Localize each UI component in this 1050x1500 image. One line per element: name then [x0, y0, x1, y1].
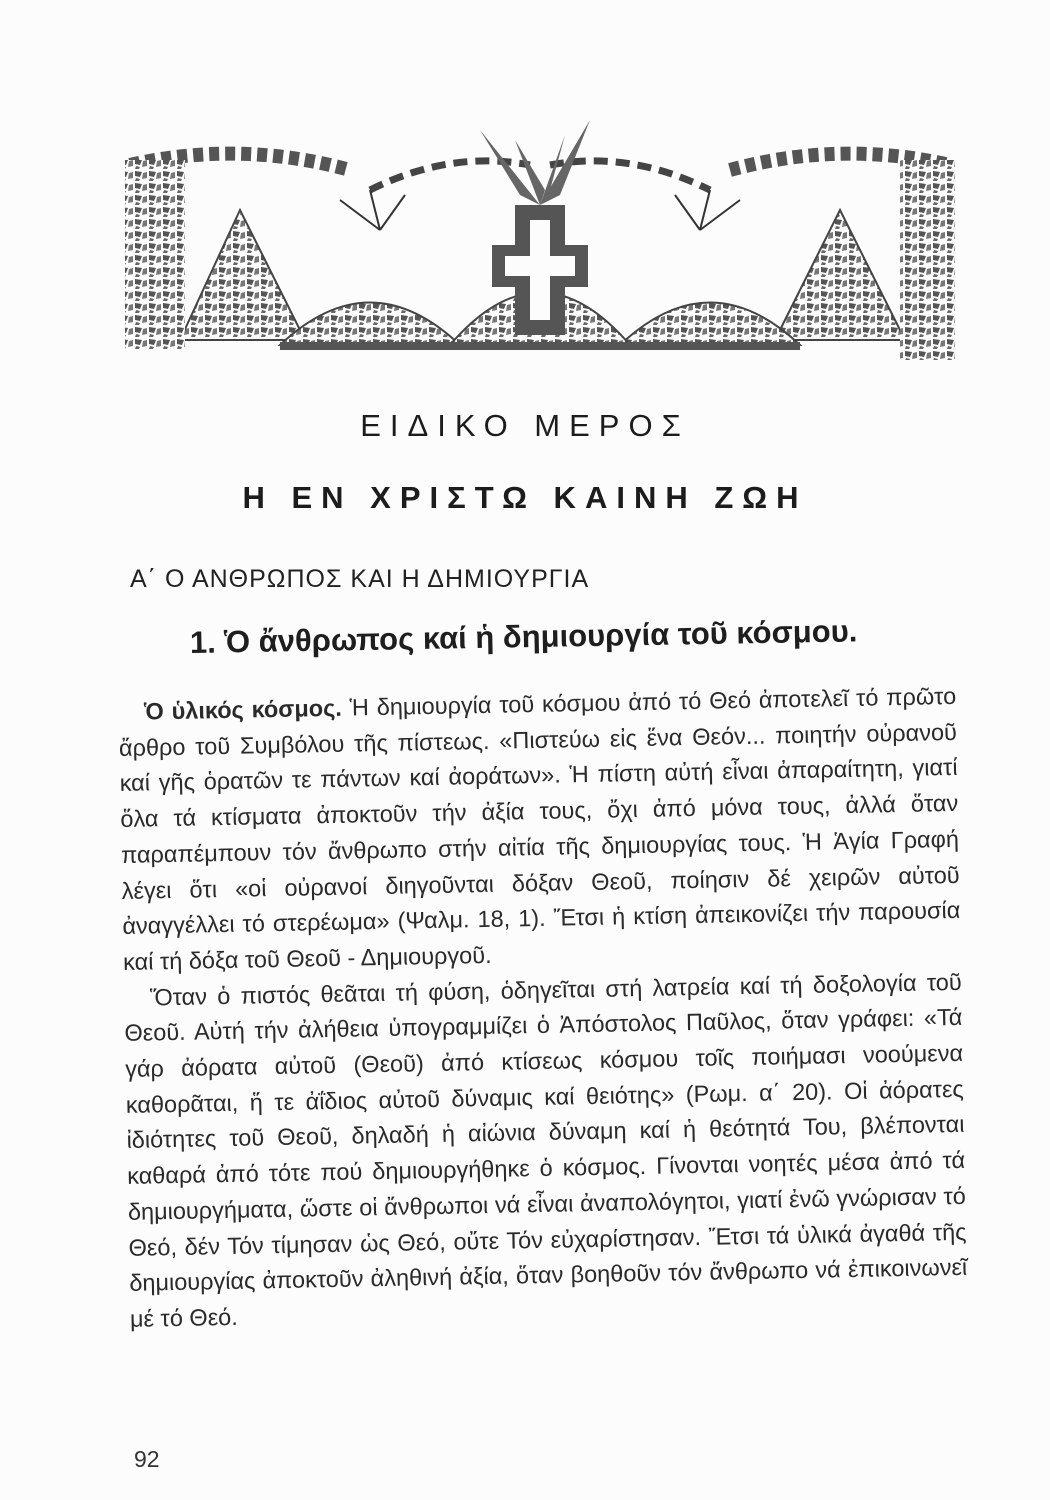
chapter-title: Α΄ Ο ΑΝΘΡΩΠΟΣ ΚΑΙ Η ΔΗΜΙΟΥΡΓΙΑ: [130, 565, 590, 593]
body-text: [118, 679, 968, 1338]
paragraph: [118, 679, 961, 981]
section-heading: 1. Ὁ ἄνθρωπος καί ἡ δημιουργία τοῦ κόσμου.: [189, 613, 858, 660]
paragraph-text: Ἡ δημιουργία τοῦ κόσμου ἀπό τό Θεό ἀποτελεῖ τό πρῶτο ἄρθρο τοῦ Συμβόλου τῆς πίστεως. «Πιστεύω εἰς ἕνα Θεόν... ποιητήν οὐρανοῦ καί γῆς ὁρατῶν τε πάντων καί ἀοράτων». Ἡ πίστη αὐτή εἶναι ἀπαραίτητη, γιατί ὅλα τά κτίσματα ἀποκτοῦν τήν ἀξία τους, ὄχι ἀπό μόνα τους, ἀλλά ὅταν παραπέμπουν τόν ἄνθρωπο στήν αἰτία τῆς δημιουργίας τους. Ἡ Ἁγία Γραφή λέγει ὅτι «οἱ οὐρανοί διηγοῦνται δόξαν Θεοῦ, ποίησιν δέ χειρῶν αὐτοῦ ἀναγγέλλει τό στερέωμα» (Ψαλμ. 18, 1). Ἔτσι ἡ κτίση ἀπεικονίζει τήν παρουσία καί τή δόξα τοῦ Θεοῦ - Δημιουργοῦ.: [118, 682, 961, 975]
paragraph-text: Ὅταν ὁ πιστός θεᾶται τή φύση, ὁδηγεῖται στή λατρεία καί τή δοξολογία τοῦ Θεοῦ. Αὐτή τήν ἀλήθεια ὑπογραμμίζει ὁ Ἀπόστολος Παῦλος, ὅταν γράφει: «Τά γάρ ἀόρατα αὐτοῦ (Θεοῦ) ἀπό κτίσεως κόσμου τοῖς ποιήμασι νοούμενα καθορᾶται, ἥ τε ἀΐδιος αὐτοῦ δύναμις καί θειότης» (Ρωμ. α΄ 20). Οἱ ἀόρατες ἰδιότητες τοῦ Θεοῦ, δηλαδή ἡ αἰώνια δύναμη καί ἡ θεότητά Του, βλέπονται καθαρά ἀπό τότε πού δημιουργήθηκε ὁ κόσμος. Γίνονται νοητές μέσα ἀπό τά δημιουργήματα, ὥστε οἱ ἄνθρωποι νά εἶναι ἀναπολόγητοι, γιατί ἐνῶ γνώρισαν τό Θεό, δέν Τόν τίμησαν ὡς Θεό, οὔτε Τόν εὐχαρίστησαν. Ἔτσι τά ὑλικά ἀγαθά τῆς δημιουργίας ἀποκτοῦν ἀληθινή ἀξία, ὅταν βοηθοῦν τόν ἄνθρωπο νά ἐπικοινωνεῖ μέ τό Θεό.: [124, 968, 968, 1332]
run-in-heading: Ὁ ὑλικός κόσμος.: [144, 694, 343, 725]
section-title: ΕΙΔΙΚΟ ΜΕΡΟΣ: [360, 408, 690, 443]
mosaic-cross-ornament-icon: [120, 110, 960, 380]
part-title: Η ΕΝ ΧΡΙΣΤΩ ΚΑΙΝΗ ΖΩΗ: [242, 480, 808, 515]
page-number: 92: [134, 1446, 160, 1472]
paragraph: [123, 964, 968, 1337]
